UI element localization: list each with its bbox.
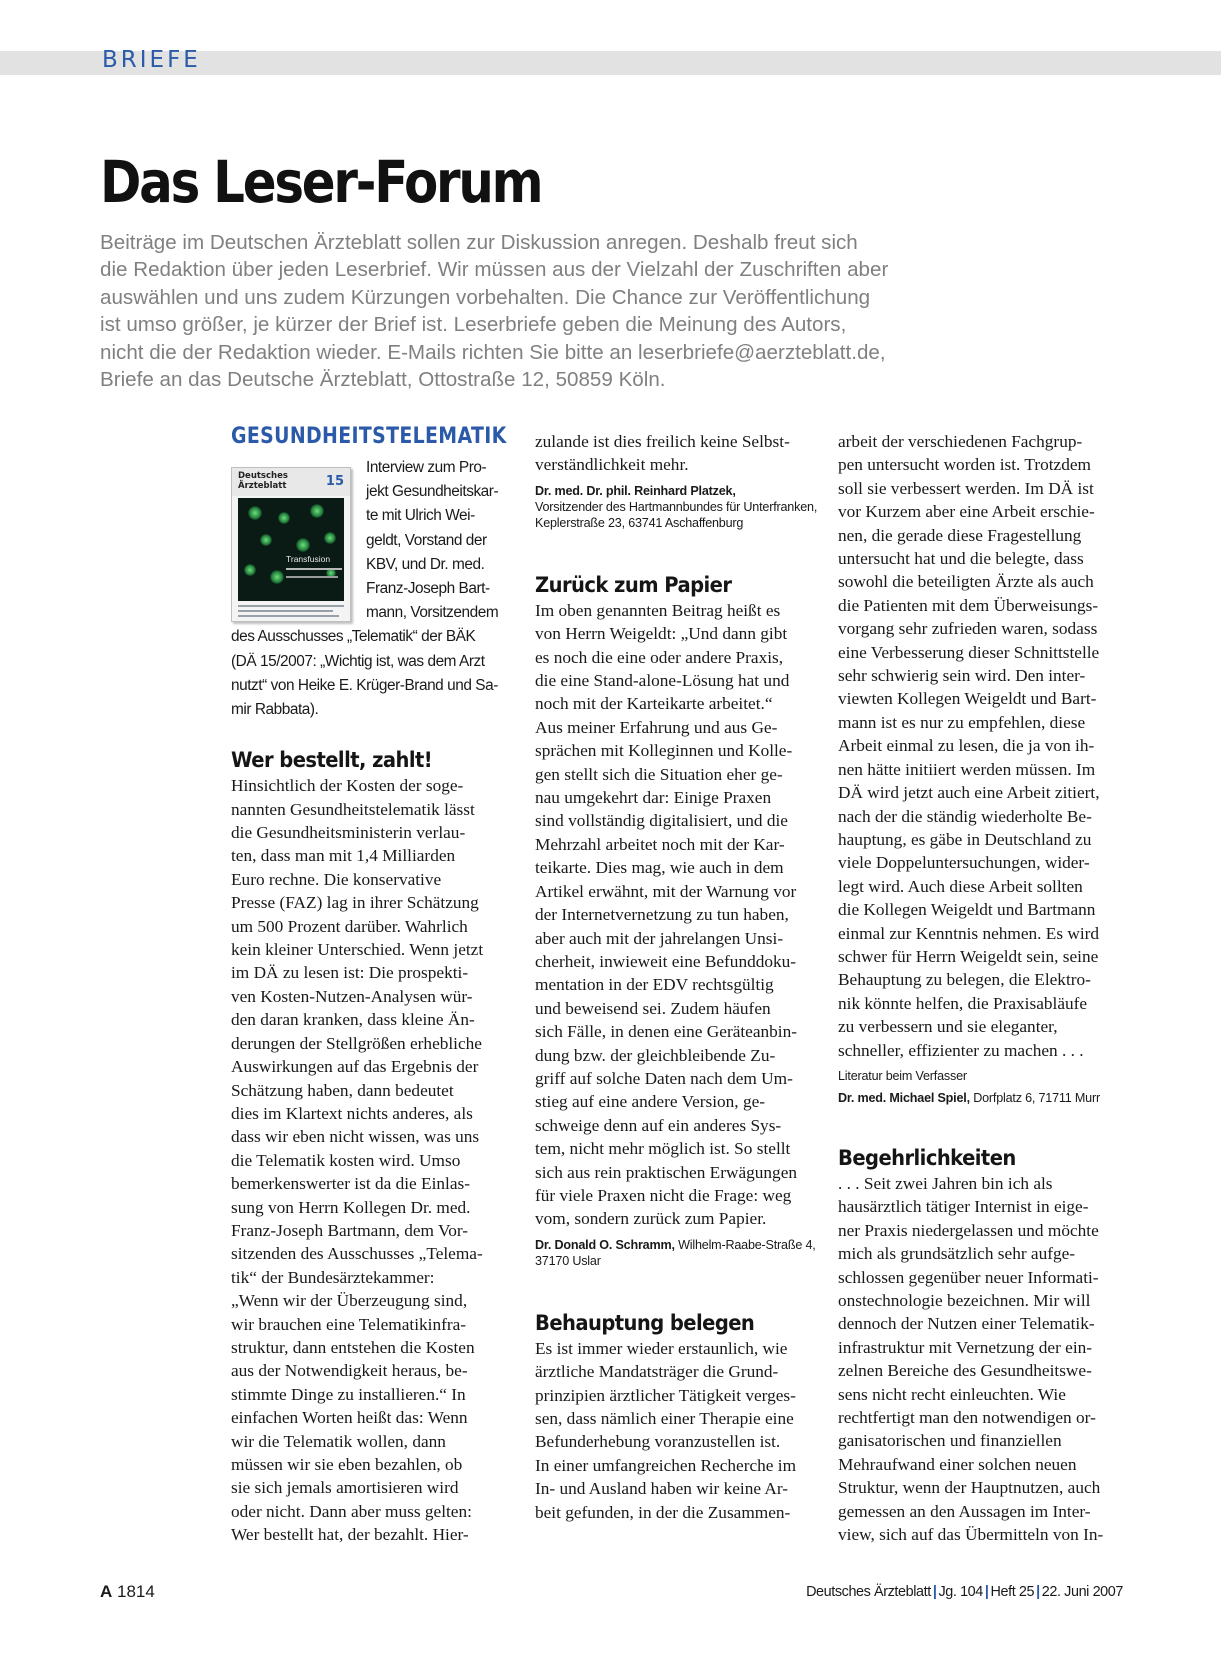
letter-body [535, 1337, 825, 1524]
body-line: struktur, dann entstehen die Kosten [231, 1337, 475, 1357]
cell-blob [248, 506, 262, 520]
body-line: Struktur, wenn der Hauptnutzen, auch [838, 1478, 1101, 1498]
body-line: sprächen mit Kolleginnen und Kolle- [535, 741, 793, 761]
body-line: . . . Seit zwei Jahren bin ich als [838, 1173, 1053, 1193]
body-line: hauptung, es gäbe in Deutschland zu [838, 829, 1092, 849]
body-line: schlossen gegenüber neuer Informati- [838, 1267, 1099, 1287]
body-line: die Gesundheitsministerin verlau- [231, 823, 466, 843]
body-line: tik“ der Bundesärztekammer: [231, 1267, 435, 1287]
footer-issue: Heft 25 [990, 1584, 1035, 1600]
body-line: es noch die eine oder andere Praxis, [535, 647, 784, 667]
page-number-value: 1814 [117, 1582, 155, 1601]
letter-heading: Zurück zum Papier [535, 572, 732, 597]
body-line: legt wird. Auch diese Arbeit sollten [838, 876, 1083, 896]
cover-topic: Transfusion [286, 554, 331, 564]
cover-brand [238, 472, 288, 491]
cover-subtitle-bar [286, 568, 342, 570]
body-line: und beweisend sei. Zudem häufen [535, 998, 771, 1018]
signature-name: Dr. Donald O. Schramm, [535, 1237, 675, 1252]
body-line: nannten Gesundheitstelematik lässt [231, 799, 475, 819]
body-line: dung bzw. der gleichbleibende Zu- [535, 1045, 776, 1065]
footer-volume: Jg. 104 [938, 1584, 983, 1600]
signature-line [535, 483, 825, 499]
body-line: untersucht hat und die belegte, dass [838, 549, 1084, 569]
intro-line: auswählen und uns zudem Kürzungen vorbehalten. Die Chance zur Veröffentlichung [100, 285, 871, 309]
body-line: sitzenden des Ausschusses „Telema- [231, 1244, 483, 1264]
cover-footer-line [238, 615, 339, 617]
body-line: Schätzung haben, dann bedeutet [231, 1080, 454, 1100]
body-line: vorgang sehr zufrieden waren, sodass [838, 619, 1098, 639]
body-line: view, sich auf das Übermitteln von In- [838, 1525, 1104, 1545]
body-line: infrastruktur mit Vernetzung der ein- [838, 1337, 1093, 1357]
body-line: wir brauchen eine Telematikinfra- [231, 1314, 467, 1334]
page-number [100, 1582, 155, 1602]
body-line: verständlichkeit mehr. [535, 455, 689, 475]
body-line: viewten Kollegen Weigeldt und Bart- [838, 689, 1097, 709]
cover-brand-line: Deutsches [238, 471, 288, 481]
body-line: aber auch mit der jahrelangen Unsi- [535, 928, 784, 948]
body-line: zu verbessern und sie eleganter, [838, 1017, 1058, 1037]
intro-line: Beiträge im Deutschen Ärzteblatt sollen zur Diskussion anregen. Deshalb freut sich [100, 231, 858, 254]
cell-blob [278, 512, 290, 524]
letter-body-continued [838, 430, 1128, 1062]
body-line: Hinsichtlich der Kosten der soge- [231, 776, 464, 796]
body-line: oder nicht. Dann aber muss gelten: [231, 1501, 472, 1521]
divider: | [1036, 1584, 1040, 1600]
teaser-line: geldt, Vorstand der [366, 531, 487, 549]
cell-blob [260, 534, 272, 546]
teaser-line: mir Rabbata). [231, 701, 319, 719]
body-line: soll sie verbessert werden. Im DÄ ist [838, 478, 1094, 498]
body-line: Behauptung zu belegen, die Elektro- [838, 970, 1091, 990]
body-line: pen untersucht worden ist. Trotzdem [838, 455, 1091, 475]
letter-signature [838, 1068, 1128, 1106]
body-line: Auswirkungen auf das Ergebnis der [231, 1057, 479, 1077]
body-line: nik könnte helfen, die Praxisabläufe [838, 993, 1088, 1013]
body-line: schweige denn auf ein anderes Sys- [535, 1115, 782, 1135]
body-line: im DÄ zu lesen ist: Die prospekti- [231, 963, 469, 983]
letter-body [535, 599, 825, 1231]
cover-issue-number: 15 [325, 474, 344, 489]
body-line: sie sich jemals amortisieren wird [231, 1478, 459, 1498]
body-line: sung von Herrn Kollegen Dr. med. [231, 1197, 471, 1217]
intro-line: nicht die der Redaktion wieder. E-Mails richten Sie bitte an leserbriefe@aerzteblatt.de, [100, 340, 886, 364]
body-line: den daran kranken, dass kleine Än- [231, 1010, 475, 1030]
body-line: nen hätte initiiert werden müssen. Im [838, 759, 1096, 779]
body-line: die Telematik kosten wird. Umso [231, 1150, 461, 1170]
cell-blob [244, 564, 256, 576]
body-line: vom, sondern zurück zum Papier. [535, 1209, 767, 1229]
body-line: mich als grundsätzlich sehr aufge- [838, 1244, 1076, 1264]
letter-signature [535, 483, 825, 531]
magazine-cover-thumbnail [231, 467, 351, 622]
letter-body-continued [535, 430, 825, 477]
teaser-line: Interview zum Pro- [366, 459, 487, 476]
body-line: sens nicht recht einleuchten. Wie [838, 1384, 1066, 1404]
letter-heading: Begehrlichkeiten [838, 1145, 1016, 1170]
footer-date: 22. Juni 2007 [1041, 1584, 1123, 1600]
body-line: die Patienten mit dem Überweisungs- [838, 595, 1099, 615]
body-line: prinzipien ärztlicher Tätigkeit verges- [535, 1385, 796, 1405]
body-line: um 500 Prozent darüber. Wahrlich [231, 916, 468, 936]
body-line: teikarte. Dies mag, wie auch in dem [535, 858, 784, 878]
body-line: Wer bestellt hat, der bezahlt. Hier- [231, 1525, 469, 1545]
body-line: rechtfertigt man den notwendigen or- [838, 1408, 1096, 1428]
letter-body [231, 774, 521, 1546]
intro-paragraph [100, 229, 1100, 393]
body-line: onstechnologie bezeichnen. Mir will [838, 1291, 1091, 1310]
page-title: Das Leser-Forum [100, 148, 542, 216]
body-line: noch mit der Karteikarte arbeitet.“ [535, 694, 773, 714]
body-line: nau umgekehrt dar: Einige Praxen [535, 788, 772, 808]
cover-subtitle-bar [286, 576, 338, 578]
body-line: die eine Stand-alone-Lösung hat und [535, 671, 790, 691]
body-line: stimmte Dinge zu installieren.“ In [231, 1384, 466, 1404]
body-line: Aus meiner Erfahrung und aus Ge- [535, 717, 778, 737]
body-line: cherheit, inwieweit eine Befunddoku- [535, 951, 797, 971]
body-line: DÄ wird jetzt auch eine Arbeit zitiert, [838, 783, 1100, 803]
body-line: stieg auf eine andere Version, ge- [535, 1092, 766, 1112]
body-line: dennoch der Nutzen einer Telematik- [838, 1314, 1095, 1334]
body-line: hausärztlich tätiger Internist in eige- [838, 1197, 1089, 1217]
body-line: Befunderhebung voranzustellen ist. [535, 1432, 781, 1452]
intro-line: die Redaktion über jeden Leserbrief. Wir müssen aus der Vielzahl der Zuschriften aber [100, 258, 889, 282]
body-line: eine Verbesserung dieser Schnittstelle [838, 642, 1100, 662]
body-line: zelnen Bereiche des Gesundheitswe- [838, 1361, 1092, 1381]
section-label: BRIEFE [102, 47, 201, 73]
body-line: derungen der Stellgrößen erhebliche [231, 1033, 482, 1053]
intro-line: ist umso größer, je kürzer der Brief ist. Leserbriefe geben die Meinung des Autors, [100, 313, 847, 337]
body-line: dass wir eben nicht wissen, was uns [231, 1127, 480, 1147]
divider: | [984, 1584, 989, 1600]
body-line: In- und Ausland haben wir keine Ar- [535, 1479, 789, 1499]
body-line: zulande ist dies freilich keine Selbst- [535, 432, 790, 451]
body-line: mann ist es nur zu empfehlen, diese [838, 712, 1086, 732]
body-line: sich Fälle, in denen eine Geräteanbin- [535, 1022, 797, 1042]
body-line: griff auf solche Daten nach dem Um- [535, 1068, 793, 1088]
body-line: ganisatorischen und finanziellen [838, 1431, 1062, 1451]
cell-blob [324, 532, 336, 544]
body-line: sehr schwierig sein wird. Den inter- [838, 666, 1086, 686]
teaser-short [366, 456, 521, 625]
cover-brand-line: Ärzteblatt [238, 480, 287, 491]
cell-blob [270, 570, 284, 584]
body-line: Franz-Joseph Bartmann, dem Vor- [231, 1220, 469, 1240]
letter-heading: Wer bestellt, zahlt! [231, 748, 433, 773]
intro-line: Briefe an das Deutsche Ärzteblatt, Ottostraße 12, 50859 Köln. [100, 368, 666, 392]
body-line: von Herrn Weigeldt: „Und dann gibt [535, 624, 788, 644]
body-line: ven Kosten-Nutzen-Analysen wür- [231, 986, 473, 1006]
body-line: Mehrzahl arbeitet noch mit der Kar- [535, 834, 785, 854]
cell-blob [310, 504, 324, 518]
body-line: sen, dass nämlich einer Therapie eine [535, 1409, 794, 1428]
body-line: Mehraufwand einer solchen neuen [838, 1454, 1077, 1474]
teaser-full [231, 625, 521, 722]
cover-footer-text [238, 605, 344, 620]
body-line: arbeit der verschiedenen Fachgrup- [838, 432, 1083, 451]
topic-heading: GESUNDHEITSTELEMATIK [231, 424, 507, 449]
teaser-line: des Ausschusses „Telematik“ der BÄK [231, 628, 476, 646]
body-line: sowohl die beteiligten Ärzte als auch [838, 572, 1094, 592]
signature-line: Keplerstraße 23, 63741 Aschaffenburg [535, 515, 744, 530]
body-line: Es ist immer wieder erstaunlich, wie [535, 1338, 788, 1358]
teaser-line: nutzt“ von Heike E. Krüger-Brand und Sa- [231, 676, 498, 694]
teaser-line: KBV, und Dr. med. [366, 555, 485, 573]
teaser-line: jekt Gesundheitskar- [366, 483, 499, 501]
body-line: für viele Praxen nicht die Frage: weg [535, 1185, 792, 1205]
signature-line [535, 1237, 825, 1253]
body-line: müssen wir sie eben bezahlen, ob [231, 1455, 463, 1475]
letter-heading: Behauptung belegen [535, 1310, 755, 1335]
cell-blob [296, 538, 310, 552]
column-3 [838, 430, 1128, 1546]
literature-note: Literatur beim Verfasser [838, 1068, 967, 1083]
letter-body [838, 1172, 1128, 1547]
page-prefix: A [100, 1582, 113, 1601]
signature-line [838, 1090, 1128, 1106]
divider: | [932, 1584, 937, 1600]
body-line: Im oben genannten Beitrag heißt es [535, 600, 781, 620]
body-line: ten, dass man mit 1,4 Milliarden [231, 846, 456, 866]
body-line: ner Praxis niedergelassen und möchte [838, 1220, 1099, 1240]
column-2 [535, 430, 825, 1524]
body-line: einmal zur Kenntnis nehmen. Es wird [838, 923, 1100, 943]
body-line: Arbeit einmal zu lesen, die ja von ih- [838, 736, 1095, 756]
body-line: wir die Telematik wollen, dann [231, 1431, 446, 1451]
teaser-line: Franz-Joseph Bart- [366, 580, 490, 598]
cover-footer-line [238, 605, 344, 607]
teaser-line: mann, Vorsitzendem [366, 604, 499, 622]
body-line: nen, die gerade diese Fragestellung [838, 525, 1082, 545]
signature-address: Dorfplatz 6, 71711 Murr [973, 1090, 1100, 1105]
signature-address: Wilhelm-Raabe-Straße 4, [678, 1237, 816, 1252]
signature-line: Vorsitzender des Hartmannbundes für Unterfranken, [535, 499, 818, 514]
body-line: kein kleiner Unterschied. Wenn jetzt [231, 940, 484, 960]
body-line: tem, nicht mehr möglich ist. So stellt [535, 1139, 791, 1159]
body-line: sind vollständig digitalisiert, und die [535, 811, 788, 831]
body-line: der Internetvernetzung zu tun haben, [535, 905, 789, 925]
body-line: aus der Notwendigkeit heraus, be- [231, 1361, 468, 1381]
body-line: Presse (FAZ) lag in ihrer Schätzung [231, 893, 479, 913]
body-line: einfachen Worten heißt das: Wenn [231, 1408, 468, 1428]
body-line: gen stellt sich die Situation eher ge- [535, 764, 783, 784]
letter-signature [535, 1237, 825, 1269]
body-line: Artikel erwähnt, mit der Warnung vor [535, 881, 797, 901]
body-line: „Wenn wir der Überzeugung sind, [231, 1291, 468, 1311]
signature-name: Dr. med. Dr. phil. Reinhard Platzek, [535, 483, 736, 498]
body-line: dies im Klartext nichts anderes, als [231, 1103, 473, 1123]
body-line: schneller, effizienter zu machen . . . [838, 1040, 1084, 1060]
signature-line: 37170 Uslar [535, 1253, 601, 1268]
body-line: nach der die ständig wiederholte Be- [838, 806, 1092, 826]
body-line: Euro rechne. Die konservative [231, 869, 442, 889]
body-line: In einer umfangreichen Recherche im [535, 1455, 797, 1475]
teaser-line: (DÄ 15/2007: „Wichtig ist, was dem Arzt [231, 652, 485, 670]
body-line: schwer für Herrn Weigeldt sein, seine [838, 946, 1099, 966]
body-line: mentation in der EDV rechtsgültig [535, 975, 774, 995]
cover-footer-line [238, 610, 333, 612]
body-line: vor Kurzem aber eine Arbeit erschie- [838, 502, 1095, 522]
body-line: gemessen an den Aussagen im Inter- [838, 1501, 1091, 1521]
body-line: die Kollegen Weigeldt und Bartmann [838, 900, 1096, 920]
cover-cell-image [238, 498, 344, 601]
body-line: ärztliche Mandatsträger die Grund- [535, 1362, 779, 1382]
teaser-line: te mit Ulrich Wei- [366, 507, 475, 525]
footer-journal: Deutsches Ärzteblatt [806, 1584, 931, 1600]
body-line: viele Doppeluntersuchungen, wider- [838, 853, 1090, 873]
body-line: bemerkenswerter ist da die Einlas- [231, 1174, 470, 1194]
signature-name: Dr. med. Michael Spiel, [838, 1090, 970, 1105]
footer-citation [806, 1584, 1123, 1600]
body-line: sich aus rein praktischen Erwägungen [535, 1162, 798, 1182]
body-line: beit gefunden, in der die Zusammen- [535, 1502, 791, 1522]
